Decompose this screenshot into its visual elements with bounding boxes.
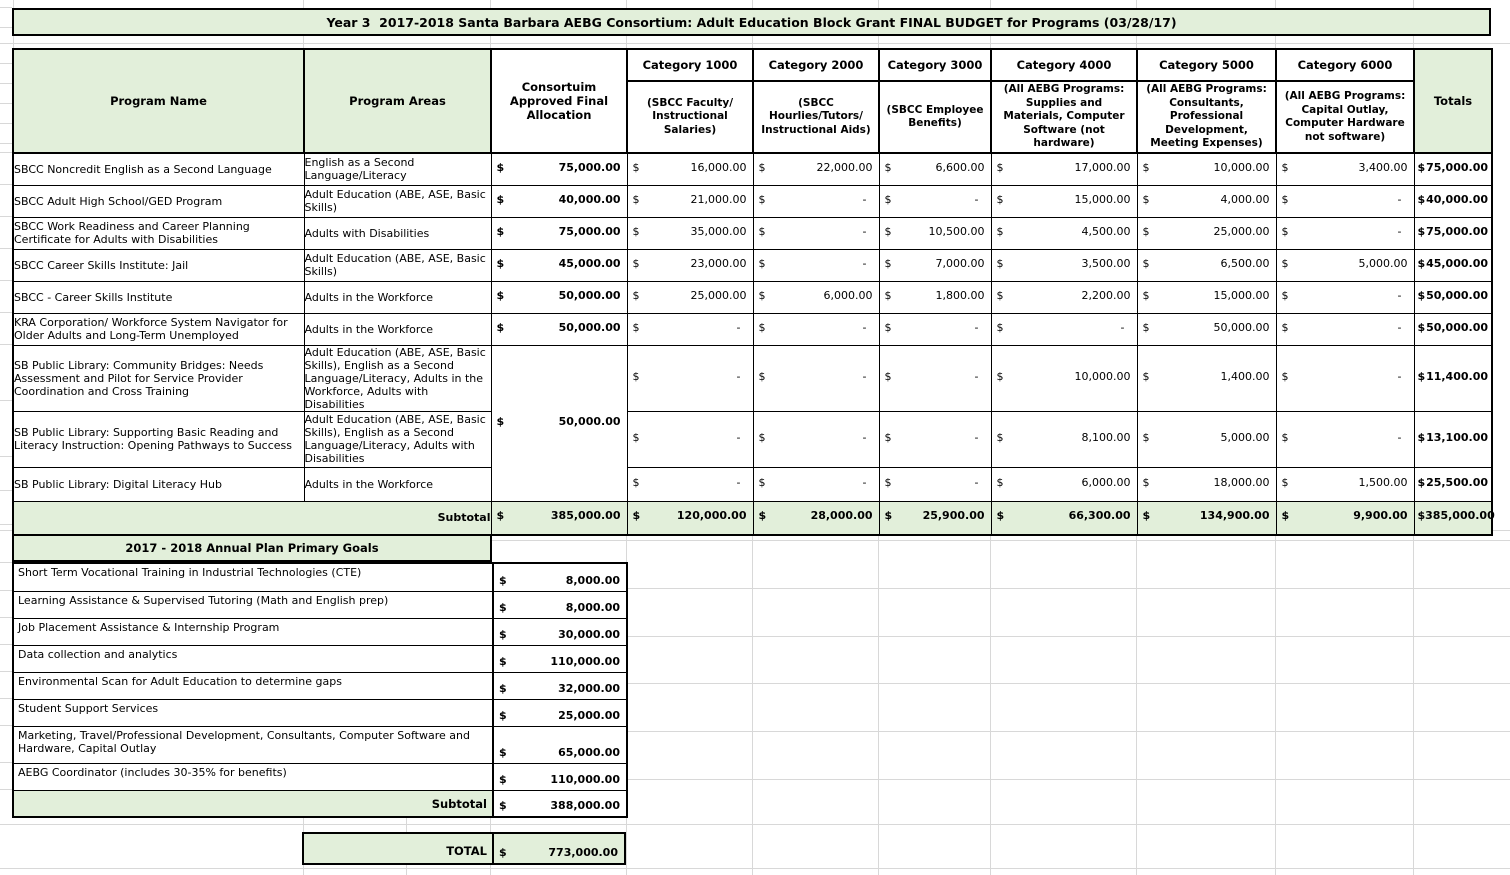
cell-allocation[interactable]: $ 50,000.00 (491, 313, 627, 345)
table-row (13, 217, 1492, 249)
cell-category-5000[interactable]: $ 5,000.00 (1137, 411, 1276, 467)
cell-subtotal-category-4000[interactable]: $ 66,300.00 (991, 501, 1137, 535)
cell-category-5000[interactable]: $ 6,500.00 (1137, 249, 1276, 281)
cell-allocation-merged[interactable]: $ 50,000.00 (491, 345, 627, 501)
cell-category-3000[interactable]: $ - (879, 313, 991, 345)
subheader-category-2000[interactable]: (SBCC Hourlies/Tutors/ Instructional Aids) (753, 81, 879, 153)
cell-category-4000[interactable]: $ 6,000.00 (991, 467, 1137, 501)
table-row (13, 345, 1492, 411)
cell-category-3000[interactable]: $ - (879, 345, 991, 411)
cell-category-1000[interactable]: $ 16,000.00 (627, 153, 753, 185)
subheader-category-5000[interactable]: (All AEBG Programs: Consultants, Professional Development, Meeting Expenses) (1137, 81, 1276, 153)
cell-subtotal-category-1000[interactable]: $ 120,000.00 (627, 501, 753, 535)
goals-subtotal-row (13, 790, 627, 817)
cell-category-4000[interactable]: $ - (991, 313, 1137, 345)
header-category-1000[interactable]: Category 1000 (627, 49, 753, 81)
cell-allocation[interactable]: $ 75,000.00 (491, 217, 627, 249)
subtotal-row (13, 501, 1492, 535)
goal-row (13, 618, 627, 645)
header-program-areas[interactable]: Program Areas (304, 49, 491, 153)
cell-category-1000[interactable]: $ 35,000.00 (627, 217, 753, 249)
cell-program-areas[interactable]: Adult Education (ABE, ASE, Basic Skills) (304, 185, 491, 217)
cell-category-6000[interactable]: $ 1,500.00 (1276, 467, 1414, 501)
cell-category-3000[interactable]: $ - (879, 185, 991, 217)
cell-subtotal-total[interactable]: $ 385,000.00 (1414, 501, 1492, 535)
cell-category-3000[interactable]: $ 1,800.00 (879, 281, 991, 313)
goal-row (13, 645, 627, 672)
cell-program-name[interactable]: KRA Corporation/ Workforce System Navigator for Older Adults and Long-Term Unemployed (13, 313, 304, 345)
goal-amount[interactable]: $ 25,000.00 (493, 699, 627, 726)
cell-category-6000[interactable]: $ - (1276, 281, 1414, 313)
grand-total-row (302, 832, 626, 865)
cell-program-name[interactable]: SBCC Work Readiness and Career Planning Certificate for Adults with Disabilities (13, 217, 304, 249)
table-row (13, 249, 1492, 281)
cell-program-areas[interactable]: Adult Education (ABE, ASE, Basic Skills), English as a Second Language/Literacy, Adults with Disabilities (304, 411, 491, 467)
cell-category-4000[interactable]: $ 15,000.00 (991, 185, 1137, 217)
cell-program-name[interactable]: SBCC Career Skills Institute: Jail (13, 249, 304, 281)
cell-category-5000[interactable]: $ 15,000.00 (1137, 281, 1276, 313)
cell-total[interactable]: $ 40,000.00 (1414, 185, 1492, 217)
cell-category-1000[interactable]: $ 23,000.00 (627, 249, 753, 281)
cell-category-5000[interactable]: $ 25,000.00 (1137, 217, 1276, 249)
header-category-3000[interactable]: Category 3000 (879, 49, 991, 81)
header-category-2000[interactable]: Category 2000 (753, 49, 879, 81)
cell-category-2000[interactable]: $ - (753, 313, 879, 345)
goal-row (13, 763, 627, 790)
goal-row (13, 591, 627, 618)
goal-amount[interactable]: $ 65,000.00 (493, 726, 627, 763)
header-totals[interactable]: Totals (1414, 49, 1492, 153)
goal-amount[interactable]: $ 30,000.00 (493, 618, 627, 645)
cell-category-6000[interactable]: $ 3,400.00 (1276, 153, 1414, 185)
cell-subtotal-category-2000[interactable]: $ 28,000.00 (753, 501, 879, 535)
cell-category-1000[interactable]: $ - (627, 411, 753, 467)
header-category-4000[interactable]: Category 4000 (991, 49, 1137, 81)
cell-category-1000[interactable]: $ - (627, 345, 753, 411)
goal-amount[interactable]: $ 32,000.00 (493, 672, 627, 699)
cell-program-areas[interactable]: Adult Education (ABE, ASE, Basic Skills) (304, 249, 491, 281)
cell-total[interactable]: $ 75,000.00 (1414, 217, 1492, 249)
table-row (13, 185, 1492, 217)
cell-total[interactable]: $ 50,000.00 (1414, 281, 1492, 313)
goal-amount[interactable]: $ 8,000.00 (493, 563, 627, 591)
cell-category-2000[interactable]: $ 22,000.00 (753, 153, 879, 185)
header-category-5000[interactable]: Category 5000 (1137, 49, 1276, 81)
subheader-category-4000[interactable]: (All AEBG Programs: Supplies and Materials, Computer Software (not hardware) (991, 81, 1137, 153)
amount: 75,000.00 (558, 160, 621, 174)
goal-row (13, 563, 627, 591)
cell-category-5000[interactable]: $ 18,000.00 (1137, 467, 1276, 501)
cell-category-5000[interactable]: $ 10,000.00 (1137, 153, 1276, 185)
cell-category-1000[interactable]: $ - (627, 313, 753, 345)
cell-program-name[interactable]: SBCC Noncredit English as a Second Language (13, 153, 304, 185)
cell-category-3000[interactable]: $ 6,600.00 (879, 153, 991, 185)
cell-program-name[interactable]: SB Public Library: Community Bridges: Needs Assessment and Pilot for Service Provider Coordination and Cross Training (13, 345, 304, 411)
goal-label[interactable]: Marketing, Travel/Professional Development, Consultants, Computer Software and Hardware, Capital Outlay (13, 726, 493, 763)
goal-label[interactable]: Learning Assistance & Supervised Tutoring (Math and English prep) (13, 591, 493, 618)
goal-label[interactable]: Job Placement Assistance & Internship Program (13, 618, 493, 645)
header-allocation[interactable]: Consortuim Approved Final Allocation (491, 49, 627, 153)
cell-category-6000[interactable]: $ - (1276, 217, 1414, 249)
cell-subtotal-category-3000[interactable]: $ 25,900.00 (879, 501, 991, 535)
cell-total[interactable]: $ 50,000.00 (1414, 313, 1492, 345)
cell-program-areas[interactable]: Adults with Disabilities (304, 217, 491, 249)
cell-total[interactable]: $ 45,000.00 (1414, 249, 1492, 281)
subtotal-label[interactable]: Subtotal (13, 501, 491, 535)
cell-allocation[interactable]: $ 50,000.00 (491, 281, 627, 313)
header-program-name[interactable]: Program Name (13, 49, 304, 153)
cell-category-1000[interactable]: $ - (627, 467, 753, 501)
cell-program-areas[interactable]: Adults in the Workforce (304, 313, 491, 345)
cell-allocation[interactable]: $ 45,000.00 (491, 249, 627, 281)
goal-row (13, 726, 627, 763)
subheader-category-1000[interactable]: (SBCC Faculty/ Instructional Salaries) (627, 81, 753, 153)
cell-program-areas[interactable]: Adults in the Workforce (304, 281, 491, 313)
cell-total[interactable]: $ 75,000.00 (1414, 153, 1492, 185)
cell-category-4000[interactable]: $ 8,100.00 (991, 411, 1137, 467)
table-row (13, 467, 1492, 501)
subheader-category-6000[interactable]: (All AEBG Programs: Capital Outlay, Computer Hardware not software) (1276, 81, 1414, 153)
cell-total[interactable]: $ 25,500.00 (1414, 467, 1492, 501)
cell-category-2000[interactable]: $ - (753, 467, 879, 501)
grand-total-amount[interactable]: $ 773,000.00 (492, 834, 624, 863)
cell-category-2000[interactable]: $ - (753, 185, 879, 217)
cell-total[interactable]: $ 11,400.00 (1414, 345, 1492, 411)
cell-category-5000[interactable]: $ 1,400.00 (1137, 345, 1276, 411)
cell-category-4000[interactable]: $ 4,500.00 (991, 217, 1137, 249)
cell-subtotal-allocation[interactable]: $ 385,000.00 (491, 501, 627, 535)
cell-program-name[interactable]: SBCC Adult High School/GED Program (13, 185, 304, 217)
goal-label[interactable]: Environmental Scan for Adult Education to determine gaps (13, 672, 493, 699)
goal-label[interactable]: Student Support Services (13, 699, 493, 726)
cell-subtotal-category-6000[interactable]: $ 9,900.00 (1276, 501, 1414, 535)
table-row (13, 411, 1492, 467)
cell-total[interactable]: $ 13,100.00 (1414, 411, 1492, 467)
cell-program-name[interactable]: SB Public Library: Supporting Basic Reading and Literacy Instruction: Opening Pathways to Success (13, 411, 304, 467)
header-category-6000[interactable]: Category 6000 (1276, 49, 1414, 81)
goal-label[interactable]: AEBG Coordinator (includes 30-35% for benefits) (13, 763, 493, 790)
goal-amount[interactable]: $ 110,000.00 (493, 763, 627, 790)
cell-category-2000[interactable]: $ - (753, 345, 879, 411)
cell-category-2000[interactable]: $ - (753, 217, 879, 249)
goal-amount[interactable]: $ 8,000.00 (493, 591, 627, 618)
cell-category-1000[interactable]: $ 21,000.00 (627, 185, 753, 217)
cell-program-areas[interactable]: Adults in the Workforce (304, 467, 491, 501)
currency-symbol: $ (496, 160, 505, 174)
cell-subtotal-category-5000[interactable]: $ 134,900.00 (1137, 501, 1276, 535)
cell-program-name[interactable]: SB Public Library: Digital Literacy Hub (13, 467, 304, 501)
cell-category-6000[interactable]: $ - (1276, 345, 1414, 411)
cell-category-6000[interactable]: $ 5,000.00 (1276, 249, 1414, 281)
goal-row (13, 672, 627, 699)
cell-category-5000[interactable]: $ 4,000.00 (1137, 185, 1276, 217)
cell-category-4000[interactable]: $ 10,000.00 (991, 345, 1137, 411)
goals-subtotal-amount[interactable]: $ 388,000.00 (493, 790, 627, 817)
cell-category-1000[interactable]: $ 25,000.00 (627, 281, 753, 313)
table-row (13, 281, 1492, 313)
cell-category-3000[interactable]: $ 7,000.00 (879, 249, 991, 281)
budget-table (12, 48, 1493, 536)
goals-subtotal-label[interactable]: Subtotal (13, 790, 493, 817)
cell-category-6000[interactable]: $ - (1276, 313, 1414, 345)
cell-category-6000[interactable]: $ - (1276, 411, 1414, 467)
cell-allocation[interactable] (491, 153, 627, 185)
subheader-category-3000[interactable]: (SBCC Employee Benefits) (879, 81, 991, 153)
table-row (13, 313, 1492, 345)
table-row (13, 153, 1492, 185)
cell-category-5000[interactable]: $ 50,000.00 (1137, 313, 1276, 345)
cell-program-name[interactable]: SBCC - Career Skills Institute (13, 281, 304, 313)
goal-label[interactable]: Data collection and analytics (13, 645, 493, 672)
sheet-title-cell[interactable]: Year 3 2017-2018 Santa Barbara AEBG Consortium: Adult Education Block Grant FINAL BUDGET for Programs (03/28/17) (12, 8, 1491, 36)
cell-allocation[interactable]: $ 40,000.00 (491, 185, 627, 217)
goals-header-cell[interactable]: 2017 - 2018 Annual Plan Primary Goals (12, 534, 492, 562)
cell-category-2000[interactable]: $ 6,000.00 (753, 281, 879, 313)
cell-category-6000[interactable]: $ - (1276, 185, 1414, 217)
cell-category-4000[interactable]: $ 3,500.00 (991, 249, 1137, 281)
cell-category-3000[interactable]: $ - (879, 467, 991, 501)
grand-total-label[interactable]: TOTAL (446, 844, 487, 858)
cell-category-3000[interactable]: $ 10,500.00 (879, 217, 991, 249)
cell-category-4000[interactable]: $ 17,000.00 (991, 153, 1137, 185)
cell-category-2000[interactable]: $ - (753, 411, 879, 467)
cell-category-3000[interactable]: $ - (879, 411, 991, 467)
cell-category-4000[interactable]: $ 2,200.00 (991, 281, 1137, 313)
cell-category-2000[interactable]: $ - (753, 249, 879, 281)
goal-amount[interactable]: $ 110,000.00 (493, 645, 627, 672)
goals-table (12, 562, 628, 818)
goal-row (13, 699, 627, 726)
cell-program-areas[interactable]: English as a Second Language/Literacy (304, 153, 491, 185)
cell-program-areas[interactable]: Adult Education (ABE, ASE, Basic Skills), English as a Second Language/Literacy, Adults in the Workforce, Adults with Disabilities (304, 345, 491, 411)
goal-label[interactable]: Short Term Vocational Training in Industrial Technologies (CTE) (13, 563, 493, 591)
